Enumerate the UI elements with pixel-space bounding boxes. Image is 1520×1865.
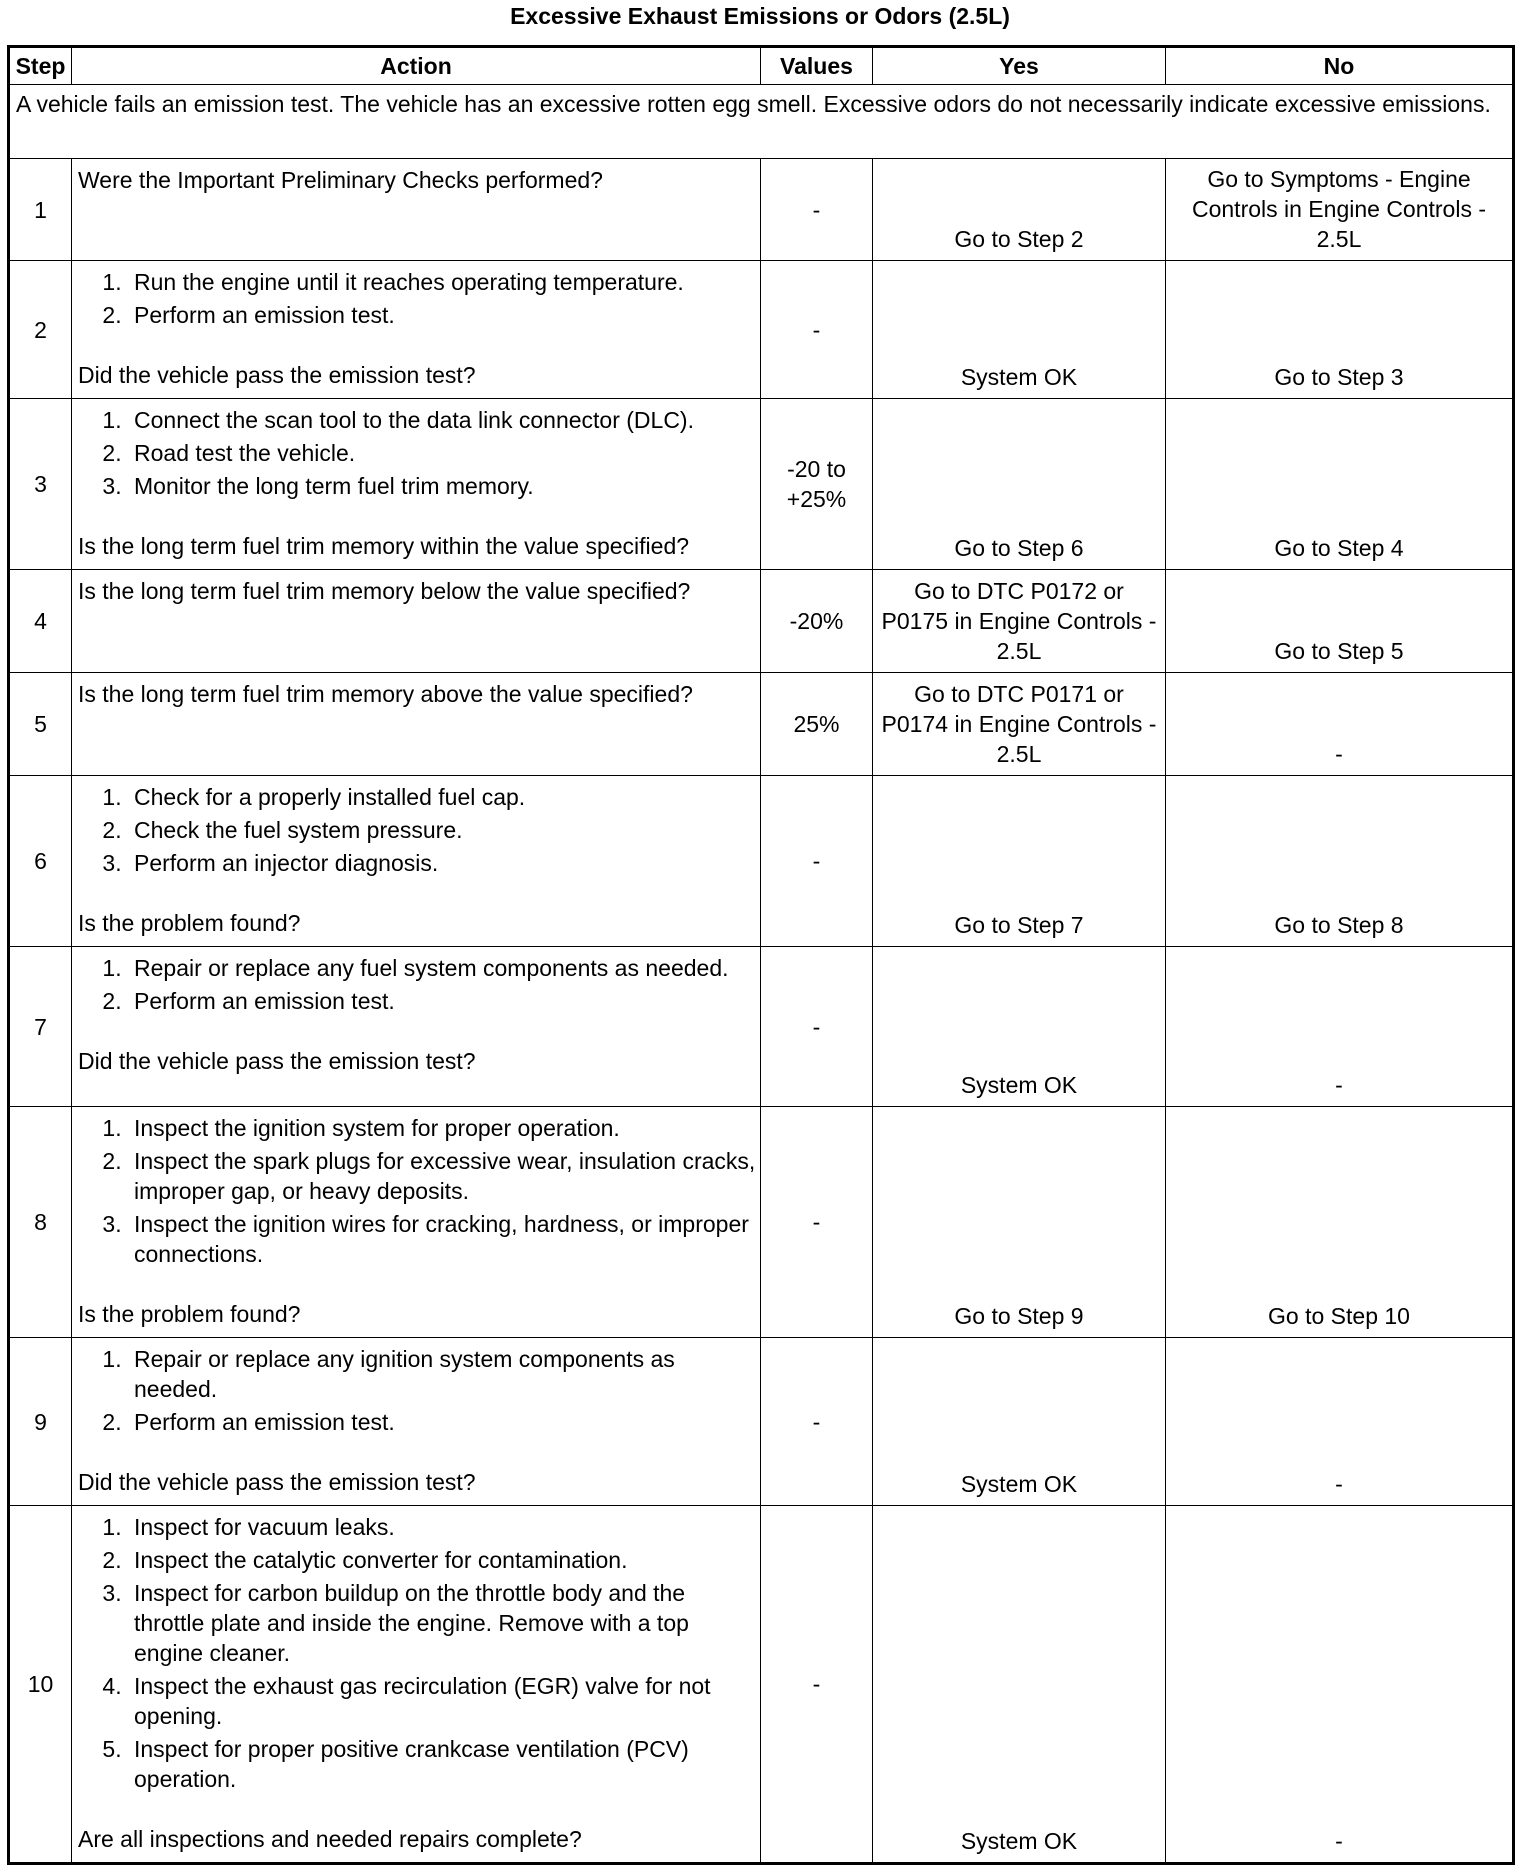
value-cell: - xyxy=(761,159,873,261)
step-number: 10 xyxy=(9,1506,72,1864)
value-cell: -20 to +25% xyxy=(761,399,873,570)
action-step-item: 4. Inspect the exhaust gas recirculation (EGR) valve for not opening. xyxy=(128,1671,756,1731)
header-action: Action xyxy=(72,47,761,85)
yes-cell: System OK xyxy=(873,1506,1166,1864)
action-steps-list xyxy=(78,1344,756,1437)
action-cell xyxy=(72,673,761,776)
value-cell: - xyxy=(761,261,873,399)
action-step-item: 1. Run the engine until it reaches operating temperature. xyxy=(128,267,756,297)
intro-row xyxy=(9,85,1514,159)
action-cell xyxy=(72,1107,761,1338)
action-step-item: 2. Check the fuel system pressure. xyxy=(128,815,756,845)
action-cell xyxy=(72,776,761,947)
step-number: 3 xyxy=(9,399,72,570)
no-cell: Go to Step 8 xyxy=(1166,776,1514,947)
document-title: Excessive Exhaust Emissions or Odors (2.5L) xyxy=(510,3,1010,29)
no-cell: Go to Step 10 xyxy=(1166,1107,1514,1338)
action-step-item: 1. Inspect the ignition system for proper operation. xyxy=(128,1113,756,1143)
no-cell: Go to Step 3 xyxy=(1166,261,1514,399)
action-steps-list xyxy=(78,267,756,330)
action-question: Is the long term fuel trim memory below the value specified? xyxy=(78,578,691,604)
header-step: Step xyxy=(9,47,72,85)
value-cell: - xyxy=(761,776,873,947)
yes-cell: Go to DTC P0172 or P0175 in Engine Controls - 2.5L xyxy=(873,570,1166,673)
value-cell: - xyxy=(761,1338,873,1506)
table-row xyxy=(9,1506,1514,1864)
yes-cell: System OK xyxy=(873,947,1166,1107)
action-steps-list xyxy=(78,1512,756,1794)
action-step-item: 3. Monitor the long term fuel trim memory. xyxy=(128,471,756,501)
step-number: 8 xyxy=(9,1107,72,1338)
action-question: Is the problem found? xyxy=(78,1301,301,1327)
action-steps-list xyxy=(78,782,756,878)
table-row xyxy=(9,399,1514,570)
intro-text: A vehicle fails an emission test. The vehicle has an excessive rotten egg smell. Excessive odors do not necessarily indicate excessive emissions. xyxy=(9,85,1514,159)
action-cell xyxy=(72,261,761,399)
value-cell: 25% xyxy=(761,673,873,776)
yes-cell: Go to Step 9 xyxy=(873,1107,1166,1338)
step-number: 9 xyxy=(9,1338,72,1506)
action-question: Were the Important Preliminary Checks performed? xyxy=(78,167,603,193)
header-no: No xyxy=(1166,47,1514,85)
yes-cell: System OK xyxy=(873,261,1166,399)
table-row xyxy=(9,776,1514,947)
action-cell xyxy=(72,570,761,673)
action-cell xyxy=(72,1338,761,1506)
action-step-item: 1. Repair or replace any fuel system components as needed. xyxy=(128,953,756,983)
action-step-item: 3. Inspect the ignition wires for cracking, hardness, or improper connections. xyxy=(128,1209,756,1269)
action-question: Are all inspections and needed repairs complete? xyxy=(78,1826,582,1852)
action-step-item: 2. Perform an emission test. xyxy=(128,300,756,330)
step-number: 1 xyxy=(9,159,72,261)
action-step-item: 2. Road test the vehicle. xyxy=(128,438,756,468)
yes-cell: Go to Step 7 xyxy=(873,776,1166,947)
value-cell: - xyxy=(761,947,873,1107)
step-number: 2 xyxy=(9,261,72,399)
action-step-item: 1. Inspect for vacuum leaks. xyxy=(128,1512,756,1542)
table-row xyxy=(9,1338,1514,1506)
action-steps-list xyxy=(78,953,756,1016)
table-row xyxy=(9,673,1514,776)
action-step-item: 2. Inspect the spark plugs for excessive wear, insulation cracks, improper gap, or heavy deposits. xyxy=(128,1146,756,1206)
action-step-item: 3. Perform an injector diagnosis. xyxy=(128,848,756,878)
action-cell xyxy=(72,159,761,261)
no-cell: Go to Step 5 xyxy=(1166,570,1514,673)
step-number: 6 xyxy=(9,776,72,947)
action-question: Is the long term fuel trim memory within the value specified? xyxy=(78,533,690,559)
action-question: Is the problem found? xyxy=(78,910,301,936)
no-cell: - xyxy=(1166,1506,1514,1864)
action-question: Did the vehicle pass the emission test? xyxy=(78,1469,476,1495)
no-cell: - xyxy=(1166,947,1514,1107)
action-cell xyxy=(72,947,761,1107)
action-step-item: 3. Inspect for carbon buildup on the throttle body and the throttle plate and inside the engine. Remove with a top engine cleaner. xyxy=(128,1578,756,1668)
value-cell: - xyxy=(761,1107,873,1338)
action-step-item: 5. Inspect for proper positive crankcase ventilation (PCV) operation. xyxy=(128,1734,756,1794)
action-step-item: 1. Connect the scan tool to the data link connector (DLC). xyxy=(128,405,756,435)
value-cell: -20% xyxy=(761,570,873,673)
action-step-item: 2. Perform an emission test. xyxy=(128,1407,756,1437)
no-cell: Go to Symptoms - Engine Controls in Engine Controls - 2.5L xyxy=(1166,159,1514,261)
step-number: 4 xyxy=(9,570,72,673)
table-row xyxy=(9,570,1514,673)
action-steps-list xyxy=(78,1113,756,1269)
header-values: Values xyxy=(761,47,873,85)
action-question: Is the long term fuel trim memory above the value specified? xyxy=(78,681,693,707)
header-row xyxy=(9,47,1514,85)
action-question: Did the vehicle pass the emission test? xyxy=(78,362,476,388)
action-steps-list xyxy=(78,405,756,501)
yes-cell: System OK xyxy=(873,1338,1166,1506)
action-step-item: 1. Check for a properly installed fuel cap. xyxy=(128,782,756,812)
action-question: Did the vehicle pass the emission test? xyxy=(78,1048,476,1074)
action-step-item: 1. Repair or replace any ignition system components as needed. xyxy=(128,1344,756,1404)
no-cell: - xyxy=(1166,1338,1514,1506)
yes-cell: Go to Step 2 xyxy=(873,159,1166,261)
yes-cell: Go to Step 6 xyxy=(873,399,1166,570)
action-step-item: 2. Perform an emission test. xyxy=(128,986,756,1016)
table-row xyxy=(9,947,1514,1107)
step-number: 5 xyxy=(9,673,72,776)
yes-cell: Go to DTC P0171 or P0174 in Engine Controls - 2.5L xyxy=(873,673,1166,776)
table-row xyxy=(9,159,1514,261)
diagnostic-table xyxy=(7,45,1515,1865)
no-cell: - xyxy=(1166,673,1514,776)
action-cell xyxy=(72,399,761,570)
action-cell xyxy=(72,1506,761,1864)
value-cell: - xyxy=(761,1506,873,1864)
step-number: 7 xyxy=(9,947,72,1107)
table-row xyxy=(9,1107,1514,1338)
action-step-item: 2. Inspect the catalytic converter for contamination. xyxy=(128,1545,756,1575)
header-yes: Yes xyxy=(873,47,1166,85)
table-row xyxy=(9,261,1514,399)
no-cell: Go to Step 4 xyxy=(1166,399,1514,570)
